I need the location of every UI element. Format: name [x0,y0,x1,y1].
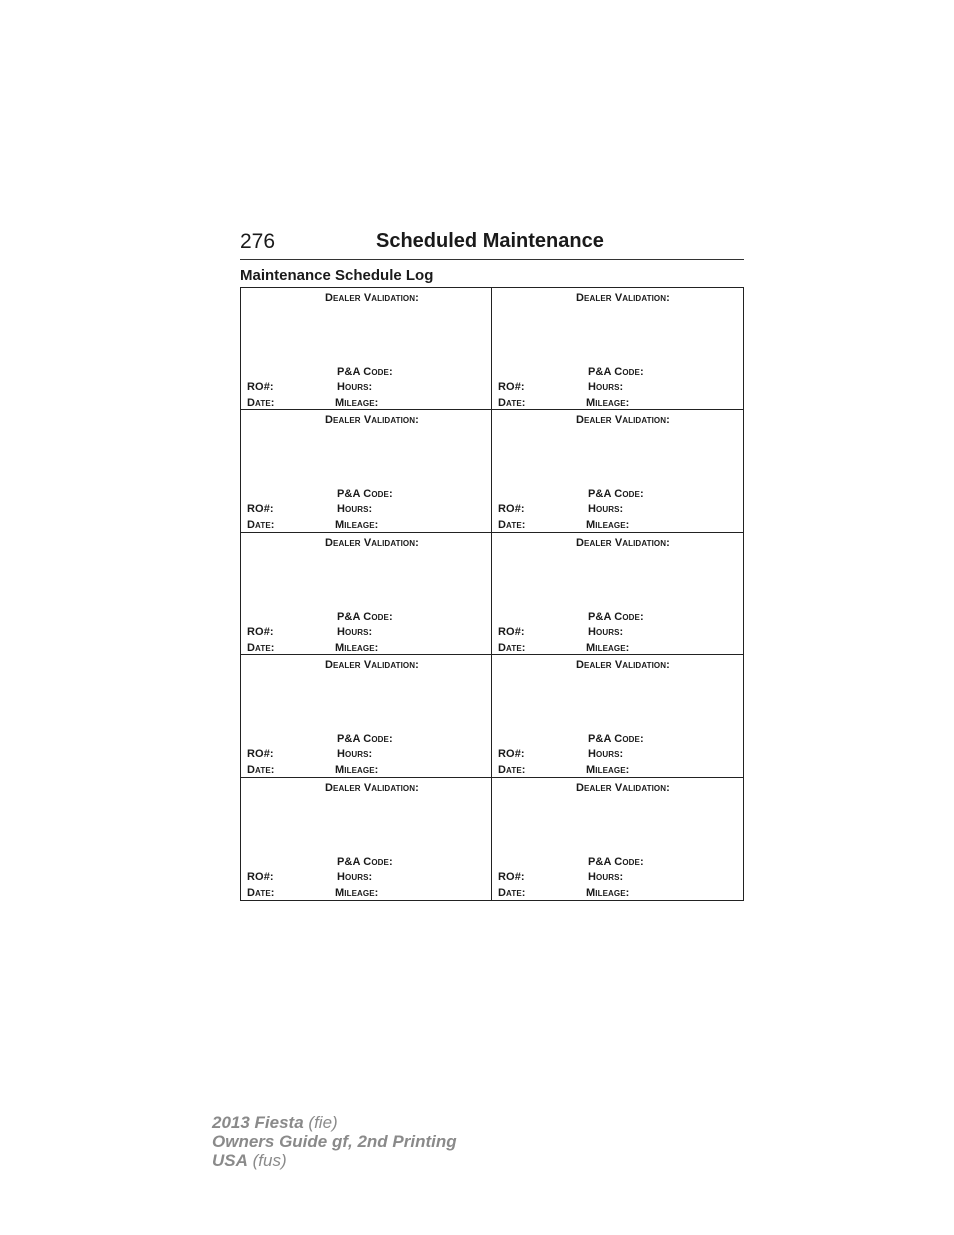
footer-model: 2013 Fiesta [212,1113,304,1132]
ro-label: RO#: [498,748,525,761]
ro-label: RO#: [247,748,274,761]
dealer-validation-label: Dealer Validation: [325,414,419,427]
ro-label: RO#: [247,381,274,393]
footer-model-code: (fie) [308,1113,338,1132]
log-entry-cell [492,410,743,532]
date-label: Date: [247,519,275,532]
mileage-label: Mileage: [586,519,630,532]
hours-label: Hours: [337,625,373,638]
mileage-label: Mileage: [335,886,379,899]
mileage-label: Mileage: [335,641,379,654]
pa-code-label: P&A Code: [588,733,644,746]
footer-guide: Owners Guide gf, 2nd Printing [212,1132,457,1151]
pa-code-label: P&A Code: [337,610,393,623]
hours-label: Hours: [337,870,373,883]
date-label: Date: [247,397,275,409]
ro-label: RO#: [498,381,525,393]
mileage-label: Mileage: [335,764,379,777]
pa-code-label: P&A Code: [337,366,393,378]
footer-line-3 [212,1151,457,1170]
hours-label: Hours: [588,503,624,516]
dealer-validation-label: Dealer Validation: [576,781,670,794]
mileage-label: Mileage: [335,397,379,409]
page-number: 276 [240,230,276,253]
mileage-label: Mileage: [586,886,630,899]
hours-label: Hours: [588,748,624,761]
log-entry-cell [492,288,743,410]
date-label: Date: [247,764,275,777]
hours-label: Hours: [337,748,373,761]
date-label: Date: [247,641,275,654]
ro-label: RO#: [498,625,525,638]
ro-label: RO#: [247,503,274,516]
dealer-validation-label: Dealer Validation: [325,659,419,672]
hours-label: Hours: [588,381,624,393]
date-label: Date: [498,397,526,409]
footer-market: USA [212,1151,248,1170]
dealer-validation-label: Dealer Validation: [325,781,419,794]
log-title: Maintenance Schedule Log [240,267,434,284]
pa-code-label: P&A Code: [337,488,393,501]
date-label: Date: [247,886,275,899]
footer-line-2 [212,1132,457,1151]
date-label: Date: [498,886,526,899]
pa-code-label: P&A Code: [337,733,393,746]
pa-code-label: P&A Code: [337,855,393,868]
hours-label: Hours: [588,625,624,638]
ro-label: RO#: [247,625,274,638]
log-entry-cell [492,778,743,900]
dealer-validation-label: Dealer Validation: [576,292,670,304]
log-entry-cell [241,533,492,655]
log-entry-cell [241,778,492,900]
dealer-validation-label: Dealer Validation: [576,659,670,672]
log-entry-cell [241,410,492,532]
dealer-validation-label: Dealer Validation: [325,536,419,549]
footer-line-1 [212,1113,457,1132]
page-header [240,229,744,260]
mileage-label: Mileage: [586,641,630,654]
ro-label: RO#: [498,503,525,516]
dealer-validation-label: Dealer Validation: [576,414,670,427]
log-entry-cell [241,288,492,410]
mileage-label: Mileage: [586,397,630,409]
log-entry-cell [492,655,743,777]
mileage-label: Mileage: [586,764,630,777]
mileage-label: Mileage: [335,519,379,532]
date-label: Date: [498,764,526,777]
maintenance-log-table [240,287,744,901]
dealer-validation-label: Dealer Validation: [325,292,419,304]
log-entry-cell [241,655,492,777]
dealer-validation-label: Dealer Validation: [576,536,670,549]
hours-label: Hours: [337,381,373,393]
pa-code-label: P&A Code: [588,488,644,501]
ro-label: RO#: [498,870,525,883]
ro-label: RO#: [247,870,274,883]
pa-code-label: P&A Code: [588,855,644,868]
pa-code-label: P&A Code: [588,366,644,378]
hours-label: Hours: [588,870,624,883]
log-entry-cell [492,533,743,655]
hours-label: Hours: [337,503,373,516]
date-label: Date: [498,519,526,532]
document-footer [212,1113,457,1170]
pa-code-label: P&A Code: [588,610,644,623]
section-title: Scheduled Maintenance [376,230,604,252]
date-label: Date: [498,641,526,654]
footer-market-code: (fus) [252,1151,287,1170]
